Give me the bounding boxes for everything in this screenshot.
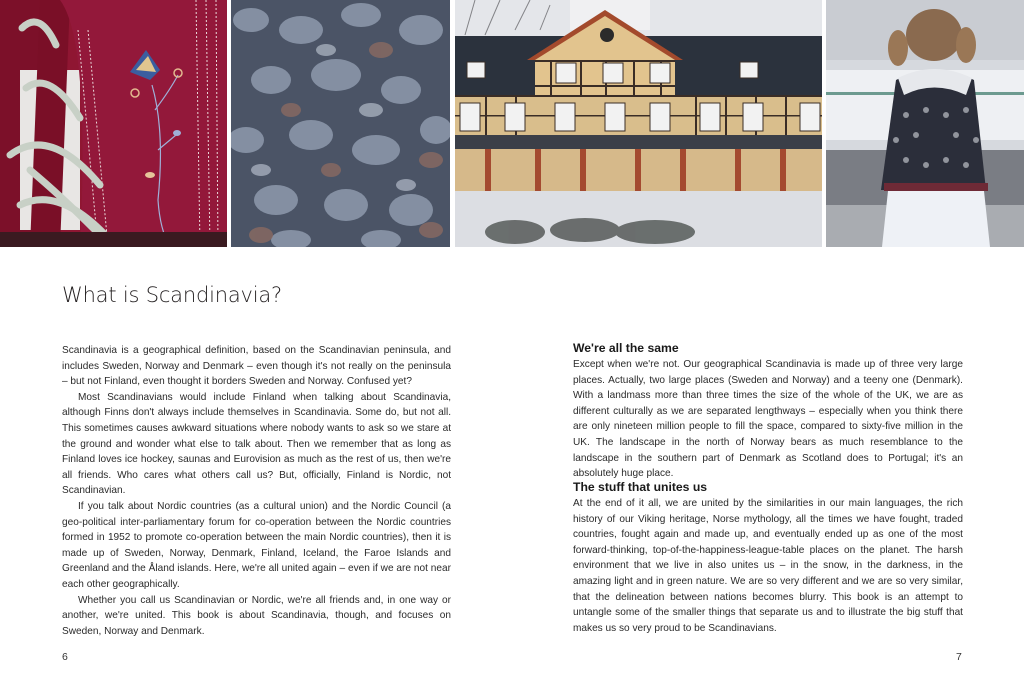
photo-folk-costume — [0, 0, 227, 247]
photo-child-nordic-sweater — [826, 0, 1024, 247]
left-column-body — [62, 343, 451, 639]
section-heading: The stuff that unites us — [573, 480, 708, 494]
page-number-left: 6 — [62, 651, 68, 663]
photo-half-timbered-building — [455, 0, 822, 247]
right-column-section-2 — [573, 496, 963, 636]
paragraph: Whether you call us Scandinavian or Nordic, we're all friends and, in one way or another, we're united. This book is about Scandinavia, though, and focuses on Sweden, Norway and Denmark. — [62, 594, 451, 637]
paragraph: If you talk about Nordic countries (as a cultural union) and the Nordic Council (a geo-political inter-parliamentary forum for co-operation between the Nordic countries formed in 1952 to promote co-operation between the main Nordic countries), then it is made up of Sweden, Norway, Denmark, Finland, Iceland, the Faroe Islands and Greenland and the Åland islands. Here, we're all united again – even if we are not near each other geographically. — [62, 500, 451, 590]
photo-strip — [0, 0, 1024, 247]
page-number-right: 7 — [956, 651, 962, 663]
paragraph: Scandinavia is a geographical definition, based on the Scandinavian peninsula, and includes Sweden, Norway and Denmark – even though it's not really on the peninsula – but not Finland, even thought it borders Sweden and Norway. Confused yet? — [62, 345, 451, 388]
section-heading: We're all the same — [573, 341, 679, 355]
paragraph: At the end of it all, we are united by the similarities in our main languages, the rich history of our Viking heritage, Norse mythology, all the times we have fought, traded countries, fought again and made up, and eventually ended up as one of the most forward-thinking, top-of-the-happiness-league-table places on the planet. The harsh environment that we live in also unites us – in the snow, in the darkness, in the amazing light and in green nature. We are so very different and we are so very similar, that the delineation between nations becomes blurry. This book is an attempt to untangle some of the smaller things that separate us and to illustrate the big stuff that makes us so very proud to be Scandinavians. — [573, 498, 963, 634]
paragraph: Except when we're not. Our geographical Scandinavia is made up of three very large places. Actually, two large places (Sweden and Norway) and a teeny one (Denmark). With a landmass more than three times the size of the whole of the UK, we are as different culturally as we are separated lengthways – especially when you think there are only nineteen million people to fill the space, compared to sixty-five million in the UK. The landscape in the north of Norway bears as much resemblance to the landscape in the southern part of Denmark as Scotland does to Portugal; it's an absolutely huge place. — [573, 359, 963, 480]
right-column-section-1 — [573, 357, 963, 482]
page-title: What is Scandinavia? — [62, 283, 282, 307]
paragraph: Most Scandinavians would include Finland when talking about Scandinavia, although Finns don't always include themselves in Scandinavia. Some do, but not all. This sometimes causes awkward situations where nobody wants to ask so we stare at the ground and wonder what else to talk about. Then we remember that as long as Finland loves ice hockey, saunas and Eurovision as much as the rest of us, then we're all friends. Who cares what others call us? But, officially, Finland is Nordic, not Scandinavian. — [62, 391, 451, 497]
photo-frosted-leaves — [231, 0, 450, 247]
